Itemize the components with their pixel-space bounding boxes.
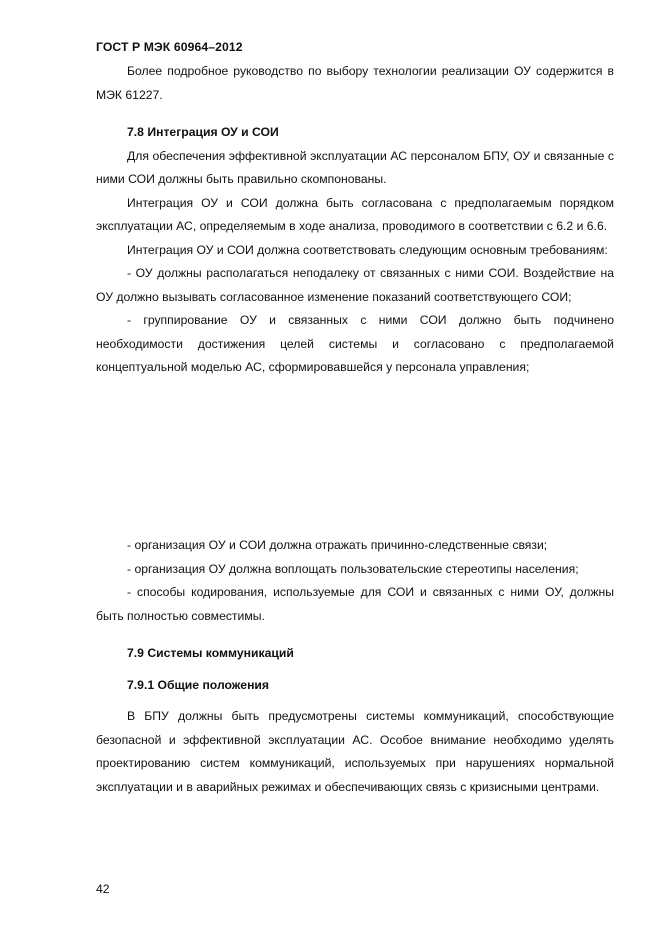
section-heading-7-8: 7.8 Интеграция ОУ и СОИ: [127, 125, 279, 139]
text-block-lower: [96, 534, 614, 799]
subsection-heading-7-9-1: 7.9.1 Общие положения: [127, 677, 270, 692]
list-item: - способы кодирования, используемые для СОИ и связанных с ними ОУ, должны быть полностью совместимы.: [96, 585, 614, 623]
paragraph: Для обеспечения эффективной эксплуатации АС персоналом БПУ, ОУ и связанные с ними СОИ должны быть правильно скомпонованы.: [96, 148, 614, 186]
list-item: - ОУ должны располагаться неподалеку от связанных с ними СОИ. Воздействие на ОУ должно вызывать согласованное изменение показаний соответствующего СОИ;: [96, 266, 614, 304]
page-number: 42: [96, 882, 110, 896]
paragraph: Интеграция ОУ и СОИ должна соответствовать следующим основным требованиям:: [127, 242, 608, 257]
list-item: - группирование ОУ и связанных с ними СОИ должно быть подчинено необходимости достижения целей системы и согласовано с предполагаемой концептуальной моделью АС, сформировавшейся у персонала управления;: [96, 313, 614, 374]
document-header: ГОСТ Р МЭК 60964–2012: [96, 40, 243, 54]
paragraph: Интеграция ОУ и СОИ должна быть согласована с предполагаемым порядком эксплуатации АС, определяемым в ходе анализа, проводимого в соответствии с 6.2 и 6.6.: [96, 195, 614, 233]
section-heading-7-9: 7.9 Системы коммуникаций: [127, 646, 294, 660]
text-block-upper: [96, 60, 614, 380]
list-item: - организация ОУ должна воплощать пользовательские стереотипы населения;: [127, 561, 579, 576]
list-item: - организация ОУ и СОИ должна отражать причинно-следственные связи;: [127, 538, 548, 552]
paragraph: В БПУ должны быть предусмотрены системы коммуникаций, способствующие безопасной и эффективной эксплуатации АС. Особое внимание необходимо уделять проектированию систем коммуникаций, используемых при нарушениях нормальной эксплуатации и в аварийных режимах и обеспечивающих связь с кризисными центрами.: [96, 709, 614, 794]
paragraph-intro: Более подробное руководство по выбору технологии реализации ОУ содержится в МЭК 61227.: [96, 64, 614, 102]
